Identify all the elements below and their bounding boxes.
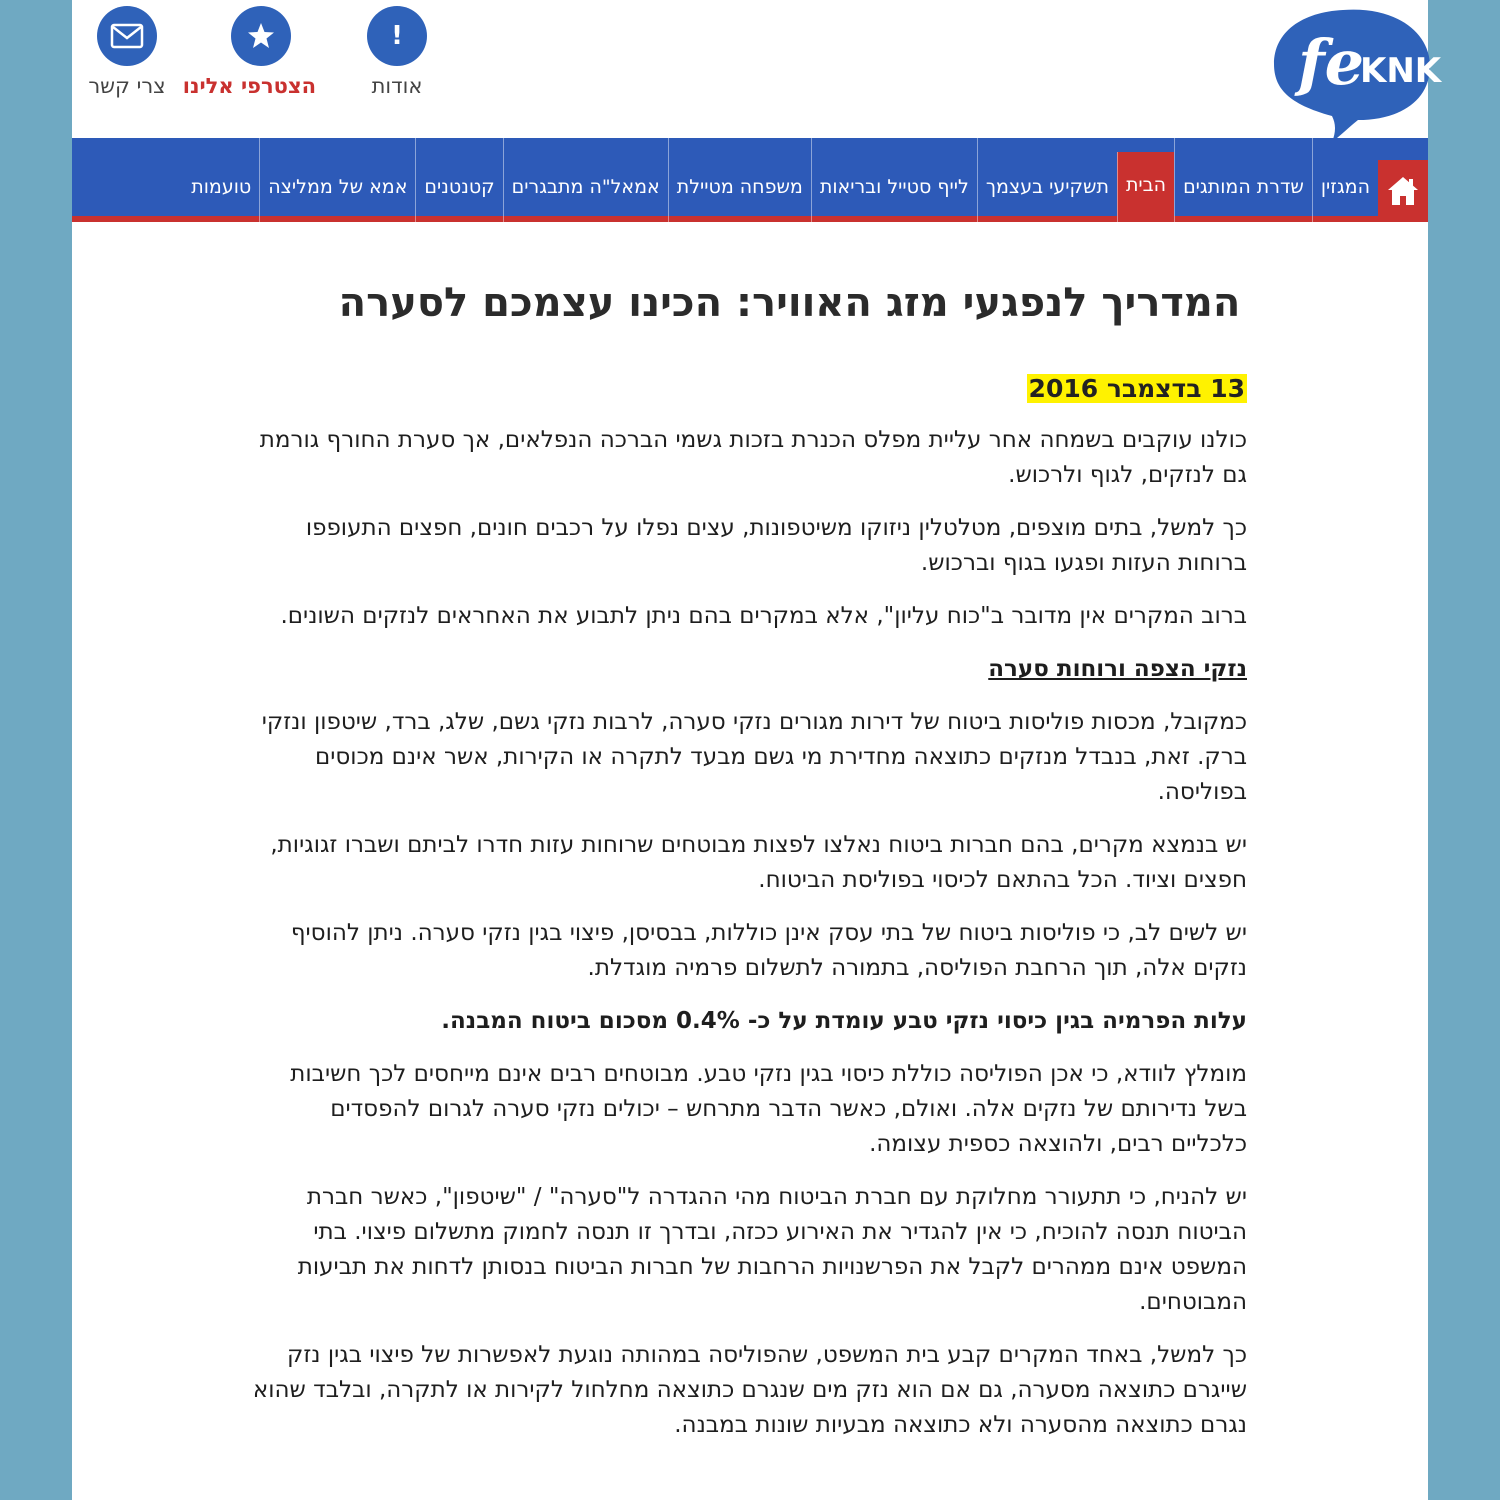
logo-text: KNK xyxy=(1360,51,1442,91)
article-date: 13 בדצמבר 2016 xyxy=(1028,374,1245,403)
main-nav xyxy=(72,138,1428,222)
nav-item-teens[interactable]: אמאל"ה מתבגרים xyxy=(503,138,668,222)
paragraph: יש בנמצא מקרים, בהם חברות ביטוח נאלצו לפצות מבוטחים שרוחות עזות חדרו לביתם ושברו זגוגיות, חפצים וציוד. הכל בהתאם לכיסוי בפוליסת הביטוח. xyxy=(270,832,1247,893)
nav-item-travel[interactable]: משפחה מטיילת xyxy=(668,138,811,222)
nav-item-kids[interactable]: קטנטנים xyxy=(415,138,502,222)
paragraph: כך למשל, בתים מוצפים, מטלטלין ניזוקו משיטפונות, עצים נפלו על רכבים חונים, חפצים התעופפו ברוחות העזות ופגעו בגוף וברכוש. xyxy=(305,515,1247,576)
svg-text:fe: fe xyxy=(1298,26,1365,99)
paragraph: ברוב המקרים אין מדובר ב"כוח עליון", אלא במקרים בהם ניתן לתבוע את האחראים לנזקים השונים. xyxy=(280,603,1247,629)
nav-item-invest[interactable]: תשקיעי בעצמך xyxy=(977,138,1117,222)
contact-link[interactable] xyxy=(72,6,182,98)
page-sheet xyxy=(72,0,1442,1500)
nav-item-lifestyle[interactable]: לייף סטייל ובריאות xyxy=(811,138,977,222)
contact-label: צרי קשר xyxy=(88,74,166,98)
article-title: המדריך לנפגעי מזג האוויר: הכינו עצמכם לסערה xyxy=(338,280,1241,326)
speech-bubble-logo-icon xyxy=(1248,4,1442,144)
site-logo[interactable] xyxy=(1248,4,1442,144)
star-icon xyxy=(231,6,291,66)
article xyxy=(252,280,1247,1443)
paragraph: מומלץ לוודא, כי אכן הפוליסה כוללת כיסוי בגין נזקי טבע. מבוטחים רבים אינם מייחסים לכך חשיבות בשל נדירותם של נזקים אלה. ואולם, כאשר הדבר מתרחש – יכולים נזקי סערה לגרום להפסדים כלכליים רבים, ולהוצאה כספית עצומה. xyxy=(290,1061,1247,1157)
nav-item-home[interactable]: הבית xyxy=(1117,152,1174,222)
nav-item-magazine[interactable]: המגזין xyxy=(1312,138,1378,222)
nav-item-tasting[interactable]: טועמות xyxy=(191,176,252,198)
paragraph: כמקובל, מכסות פוליסות ביטוח של דירות מגורים נזקי סערה, לרבות נזקי גשם, שלג, ברד, שיטפון ונזקי ברק. זאת, בנבדל מנזקים כתוצאה מחדירת מי גשם מבעד לתקרה או הקירות, אשר אינם מכוסים בפוליסה. xyxy=(261,709,1247,805)
premium-note: עלות הפרמיה בגין כיסוי נזקי טבע עומדת על כ- 0.4% מסכום ביטוח המבנה. xyxy=(441,1008,1247,1034)
paragraph: יש לשים לב, כי פוליסות ביטוח של בתי עסק אינן כוללות, בבסיסן, פיצוי בגין נזקי סערה. ניתן להוסיף נזקים אלה, תוך הרחבת הפוליסה, בתמורה לתשלום פרמיה מוגדלת. xyxy=(290,920,1247,981)
home-icon xyxy=(1386,175,1420,207)
join-label: הצטרפי אלינו xyxy=(182,74,316,98)
paragraph: כולנו עוקבים בשמחה אחר עליית מפלס הכנרת בזכות גשמי הברכה הנפלאים, אך סערת החורף גורמת גם לנזקים, לגוף ולרכוש. xyxy=(259,427,1247,488)
exclamation-icon: ! xyxy=(367,6,427,66)
join-link[interactable] xyxy=(182,6,316,98)
paragraph: כך למשל, באחד המקרים קבע בית המשפט, שהפוליסה במהותה נוגעת לאפשרות של פיצוי בגין נזק שייגרם כתוצאה מסערה, גם אם הוא נזק מים שנגרם כתוצאה מחלחול לקירות או לתקרה, ובלבד שהוא נגרם כתוצאה מהסערה ולא כתוצאה מבעיות שונות במבנה. xyxy=(252,1342,1247,1438)
nav-item-recommends[interactable]: אמא של ממליצה xyxy=(259,138,415,222)
subheading: נזקי הצפה ורוחות סערה xyxy=(988,656,1247,682)
home-tab[interactable] xyxy=(1378,160,1428,222)
nav-item-brands[interactable]: שדרת המותגים xyxy=(1174,138,1312,222)
envelope-icon xyxy=(97,6,157,66)
about-label: אודות xyxy=(371,74,423,98)
paragraph: יש להניח, כי תתעורר מחלוקת עם חברת הביטוח מהי ההגדרה ל"סערה" / "שיטפון", כאשר חברת הביטוח תנסה להוכיח, כי אין להגדיר את האירוע ככזה, ובדרך זו תנסה לחמוק מתשלום פיצוי. בתי המשפט אינם ממהרים לקבל את הפרשנויות הרחבות של חברות הביטוח בנסותן לדחות את תביעות המבוטחים. xyxy=(297,1184,1247,1315)
about-link[interactable] xyxy=(342,6,452,98)
